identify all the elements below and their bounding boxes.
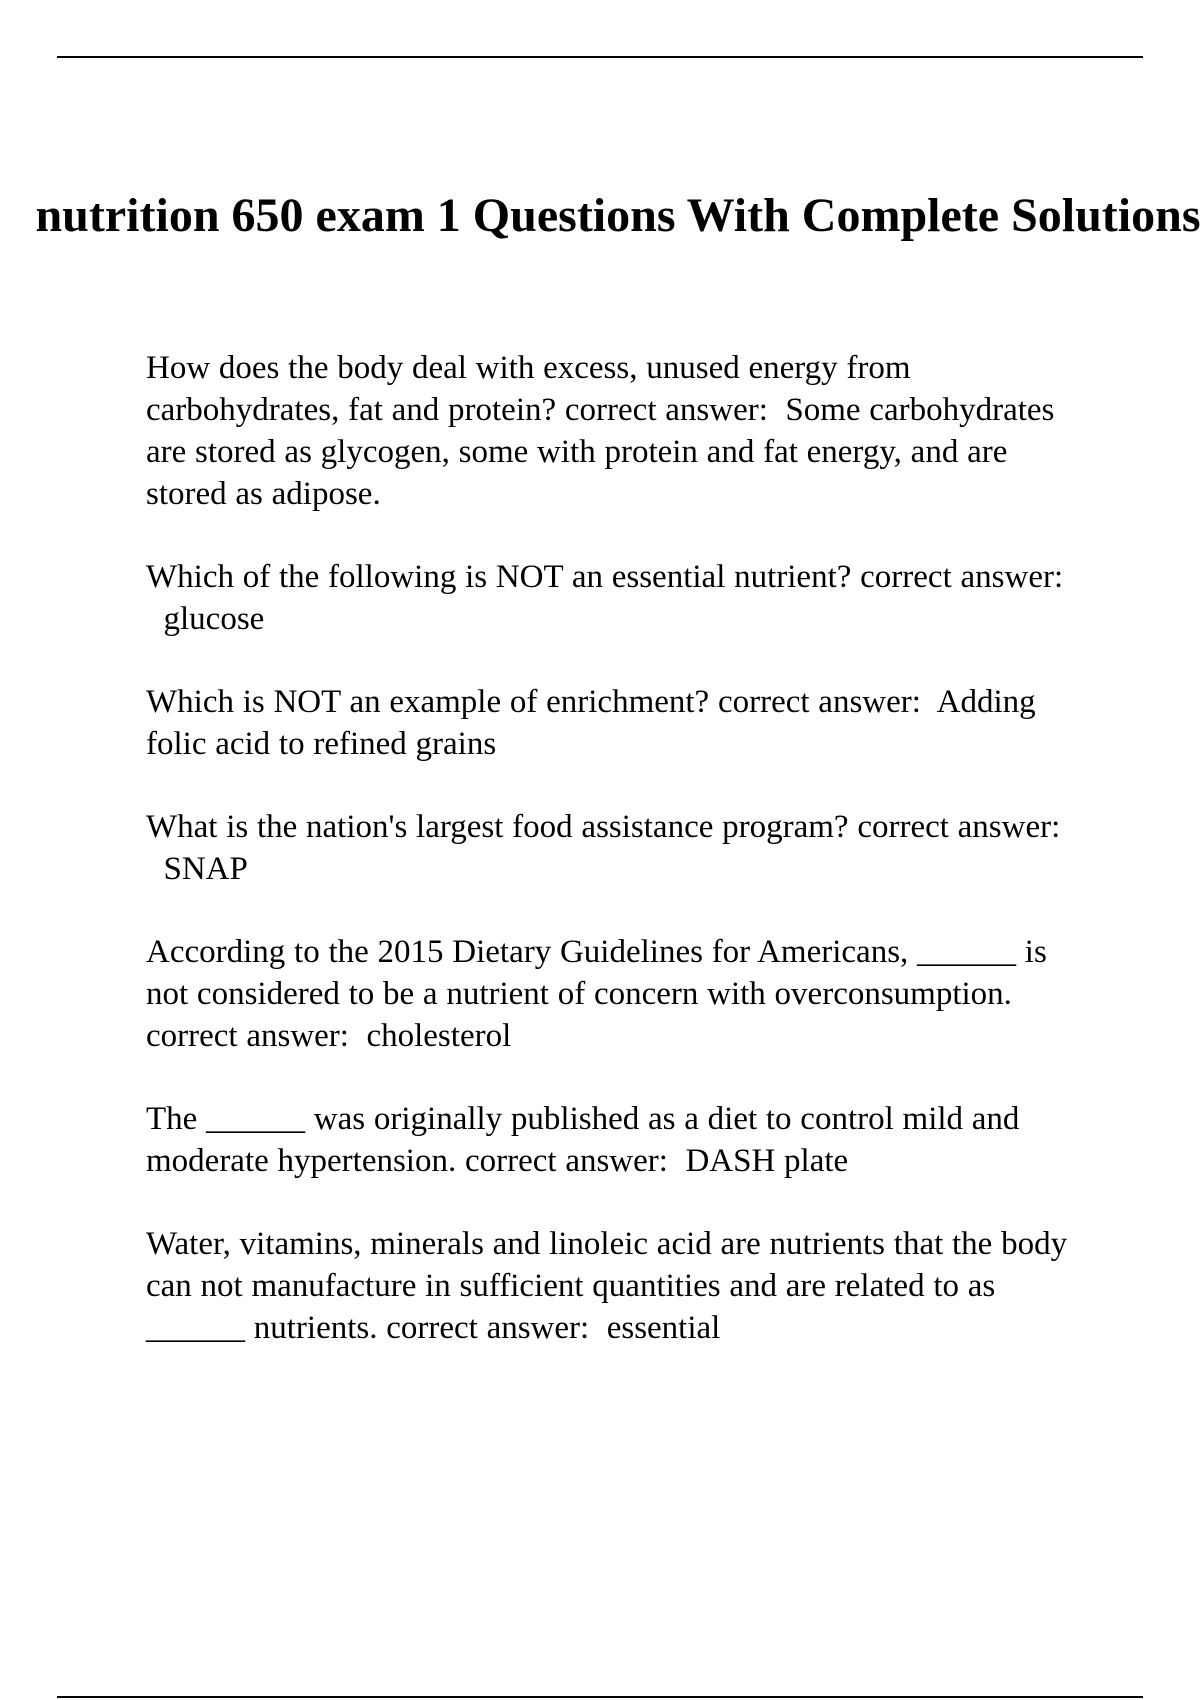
question-text: The ______ was originally published as a diet to control mild and moderate hypertension. [146,1101,1020,1179]
qa-item [146,1223,1096,1349]
question-text: Water, vitamins, minerals and linoleic acid are nutrients that the body can not manufacture in sufficient quantities and are related to as ______ nutrients. [146,1226,1068,1346]
answer-marker: correct answer: [717,684,921,720]
answer-text: Some carbohydrates are stored as glycogen, some with protein and fat energy, and are stored as adipose. [146,392,1055,512]
qa-item [146,931,1096,1057]
question-text: How does the body deal with excess, unused energy from carbohydrates, fat and protein? [146,350,911,428]
document-title: nutrition 650 exam 1 Questions With Complete Solutions [35,189,1200,242]
answer-marker: correct answer: [857,809,1061,845]
qa-item [146,347,1096,515]
answer-marker: correct answer: [464,1143,668,1179]
answer-text: DASH plate [685,1143,849,1179]
answer-text: cholesterol [366,1018,512,1054]
qa-item [146,681,1096,765]
question-text: Which of the following is NOT an essential nutrient? [146,559,852,595]
question-text: Which is NOT an example of enrichment? [146,684,710,720]
answer-text: essential [606,1310,721,1346]
answer-marker: correct answer: [564,392,768,428]
qa-item [146,806,1096,890]
footer-rule [57,1696,1143,1698]
question-text: According to the 2015 Dietary Guidelines for Americans, ______ is not considered to be a nutrient of concern with overconsumption. [146,934,1047,1012]
answer-marker: correct answer: [860,559,1064,595]
qa-item [146,1098,1096,1182]
answer-text: SNAP [163,851,248,887]
answer-marker: correct answer: [146,1018,349,1054]
question-text: What is the nation's largest food assistance program? [146,809,849,845]
answer-marker: correct answer: [386,1310,590,1346]
header-rule [57,56,1143,58]
qa-list [146,347,1096,1390]
answer-text: Adding folic acid to refined grains [146,684,1036,762]
qa-item [146,556,1096,640]
answer-text: glucose [163,601,265,637]
